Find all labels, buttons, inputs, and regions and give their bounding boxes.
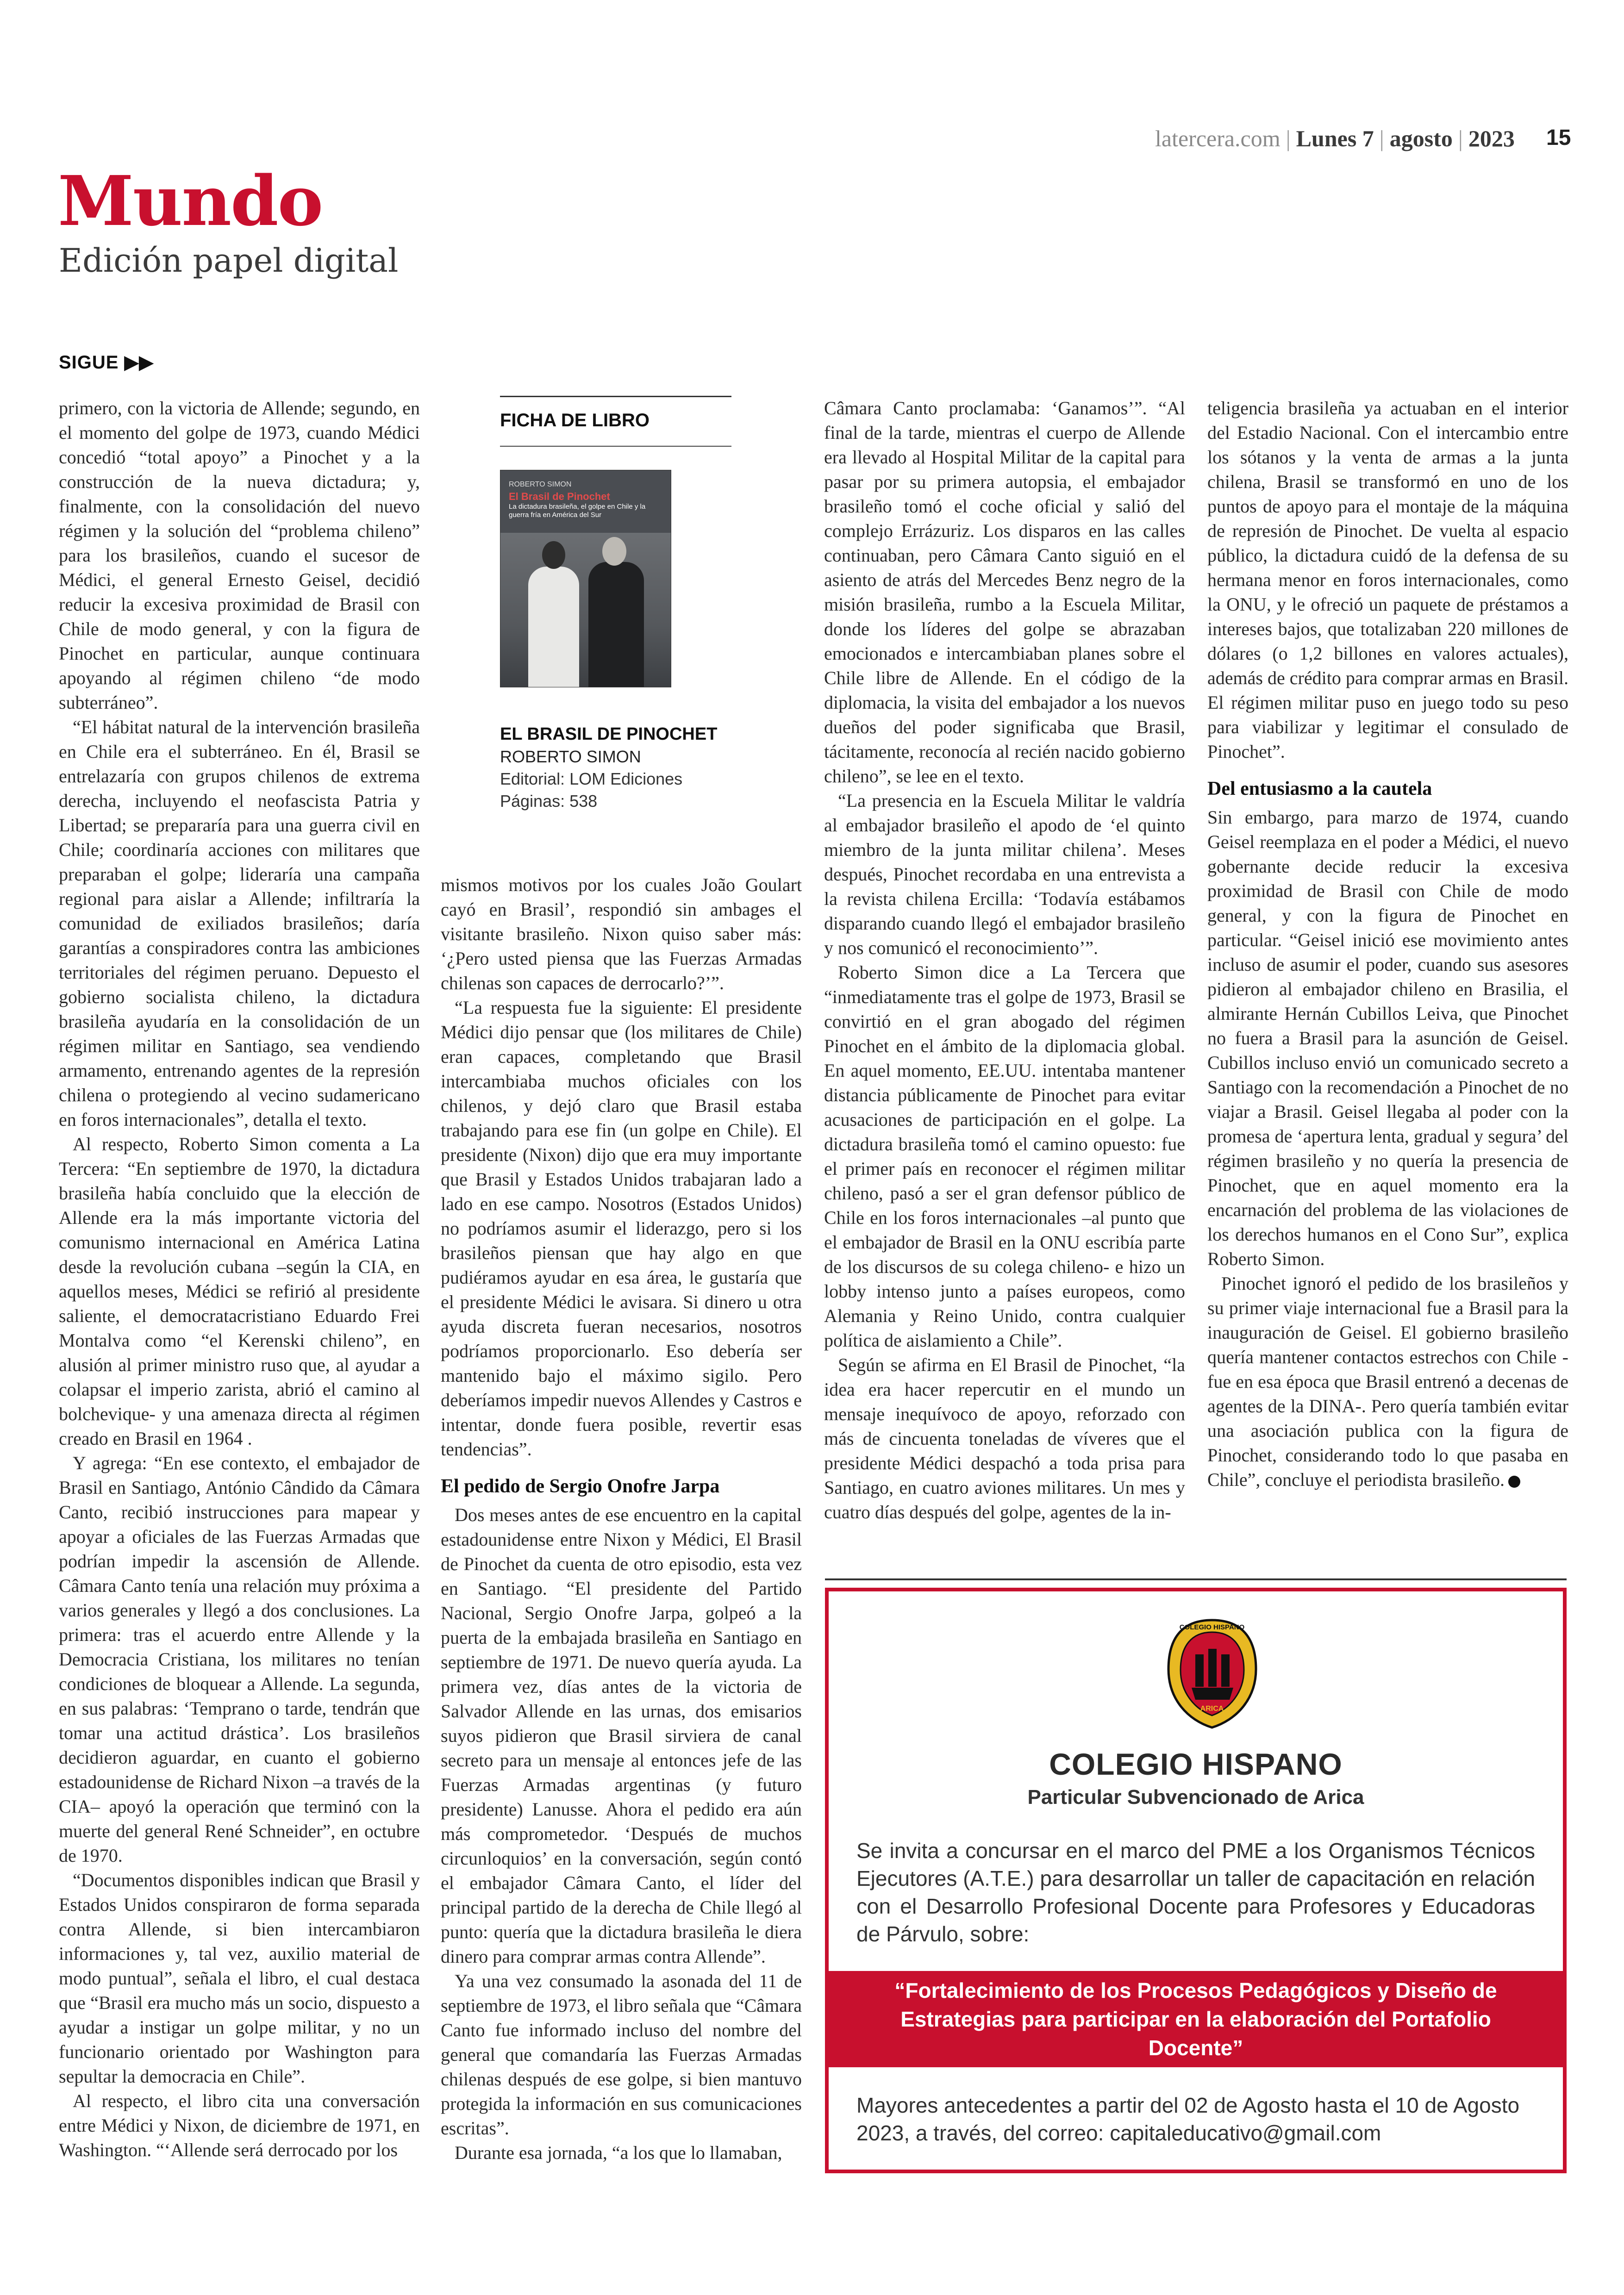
divider: | [1286, 125, 1291, 151]
paragraph-text: Pinochet ignoró el pedido de los brasileños y su primer viaje internacional fue a Brasil para la inauguración de Geisel. El gobierno brasileño quería mantener contactos estrechos con Chile -fue en esa época que Brasil entrenó a decenas de agentes de la DINA-. Pero quería también evitar una asociación publica con la figura de Pinochet, considerando todo lo que pasaba en Chile”, concluye el periodista brasileño. [1207, 1273, 1568, 1490]
cover-title-main: El Brasil de Pinochet [509, 491, 610, 502]
book-title: EL BRASIL DE PINOCHET [500, 724, 718, 744]
paragraph: Ya una vez consumado la asonada del 11 de septiembre de 1973, el libro señala que “Câmara Canto fue informado incluso del nombre del general que comandaría las Fuerzas Armadas chilenas después de ese golpe, si bien mantuvo protegida la información en sus comunicaciones escritas”. [441, 1971, 802, 2139]
continued-label: SIGUE ▶▶ [59, 352, 154, 373]
paragraph: Al respecto, el libro cita una conversación entre Médici y Nixon, de diciembre de 1971, en Washington. “‘Allende será derrocado por los [59, 2090, 420, 2160]
cover-title [509, 479, 662, 519]
paragraph: “La presencia en la Escuela Militar le valdría al embajador brasileño el apodo de ‘el quinto miembro de la junta militar chilena’. Meses después, Pinochet recordaba en una entrevista a la revista chilena Ercilla: ‘Todavía estábamos disparando cuando llegó el embajador brasileño y nos comunicó el reconocimiento’”. [824, 790, 1185, 958]
page-header-dateline [1155, 125, 1515, 152]
paragraph: “La respuesta fue la siguiente: El presidente Médici dijo pensar que (los militares de Chile) eran capaces, completando que Brasil intercambiaba muchos oficiales con los chilenos, y dejó claro que Brasil estaba trabajando para ese fin (un golpe en Chile). El presidente (Nixon) dijo que era muy importante que Brasil y Estados Unidos trabajaran lado a lado en ese campo. Nosotros (Estados Unidos) no podríamos asumir el liderazgo, pero si los brasileños piensan que hay algo en que pudiéramos ayudar en esa área, le gustaría que el presidente Médici le avisara. Si dinero u otra ayuda discreta fueran necesarios, nosotros podríamos proporcionarlo. Eso debería ser mantenido bajo el máximo sigilo. Pero deberíamos impedir nuevos Allendes y Castros e intentar, donde fuera posible, revertir esas tendencias”. [441, 997, 802, 1459]
divider [825, 1578, 1567, 1580]
ad-highlight-text: “Fortalecimiento de los Procesos Pedagógicos y Diseño de Estrategias para participar en la elaboración del Portafolio Docente” [894, 1978, 1497, 2060]
paragraph: teligencia brasileña ya actuaban en el interior del Estadio Nacional. Con el intercambio entre los sótanos y la venta de armas a la junta chilena, Brasil se transformó en uno de los puntos de apoyo para el montaje de la máquina de represión de Pinochet. De vuelta al espacio público, la dictadura cuidó de la defensa de su hermana menor en foros internacionales, como la ONU, y le ofreció un paquete de préstamos a intereses bajos, que totalizaban 220 millones de dólares (o 1,2 billones en valores actuales), además de crédito para comprar armas en Brasil. El régimen militar puso en juego todo su peso para viabilizar y legitimar el consulado de Pinochet”. [1207, 398, 1568, 762]
section-title: Mundo [58, 161, 323, 241]
photo-figure [588, 562, 644, 687]
book-publisher: Editorial: LOM Ediciones [500, 769, 683, 788]
crest-text: ARICA [1200, 1705, 1224, 1713]
article-column-4 [1207, 396, 1568, 1492]
article-column-2 [441, 873, 802, 2165]
book-pages: Páginas: 538 [500, 792, 598, 811]
paragraph: “Documentos disponibles indican que Brasil y Estados Unidos conspiraron de forma separada contra Allende, si bien intercambiaron informaciones y, tal vez, auxilio material de modo puntual”, señala el libro, el cual destaca que “Brasil era mucho más un socio, dispuesto a ayudar a instigar un golpe militar, y no un funcionario orientado por Washington para sepultar la democracia en Chile”. [59, 1870, 420, 2087]
advertisement-colegio-hispano [825, 1588, 1567, 2173]
paragraph: mismos motivos por los cuales João Goulart cayó en Brasil’, respondió sin ambages el visitante brasileño. Nixon quiso saber más: ‘¿Pero usted piensa que las Fuerzas Armadas chilenas son capaces de derrocarlo?’”. [441, 874, 802, 993]
paragraph: Al respecto, Roberto Simon comenta a La Tercera: “En septiembre de 1970, la dictadura brasileña había concluido que la elección de Allende era la más importante victoria del comunismo internacional en América Latina desde la revolución cubana –según la CIA, en aquellos meses, Médici se refirió al presidente saliente, el democratacristiano Eduardo Frei Montalva como “el Kerenski chileno”, en alusión al primer ministro ruso que, al ayudar a colapsar el imperio zarista, abrió el camino al bolchevique- y una amenaza directa al régimen creado en Brasil en 1964 . [59, 1134, 420, 1449]
header-year: 2023 [1468, 125, 1515, 151]
school-crest-icon [1165, 1618, 1260, 1729]
book-card-label: FICHA DE LIBRO [500, 410, 650, 430]
paragraph: Sin embargo, para marzo de 1974, cuando Geisel reemplaza en el poder a Médici, el nuevo gobernante decide reducir la excesiva proximidad de Brasil con Chile de modo general, y con la figura de Pinochet en particular. “Geisel inició ese movimiento antes incluso de asumir el poder, cuando sus asesores pidieron al embajador chileno en Brasilia, el almirante Hernán Cubillos Leiva, que Pinochet no fuera a Brasil para la asunción de Geisel. Cubillos incluso envió un comunicado secreto a Santiago con la recomendación a Pinochet de no viajar a Brasil. Geisel llegaba al poder con la promesa de ‘apertura lenta, gradual y segura’ del régimen brasileño y no quería la presencia de Pinochet, que en aquel momento era la encarnación del problema de las violaciones de los derechos humanos en el Cono Sur”, explica Roberto Simon. [1207, 807, 1568, 1269]
cover-title-sub: La dictadura brasileña, el golpe en Chile y la guerra fría en América del Sur [509, 503, 646, 519]
divider: | [1458, 125, 1463, 151]
divider [500, 446, 731, 447]
paragraph: Câmara Canto proclamaba: ‘Ganamos’”. “Al final de la tarde, mientras el cuerpo de Allende era llevado al Hospital Militar de la capital para pasar por su primera autopsia, el embajador brasileño tomó el coche oficial y salió del complejo Errázuriz. Los disparos en las calles continuaban, pero Câmara Canto siguió en el asiento de atrás del Mercedes Benz negro de la misión brasileña, rumbo a la Escuela Militar, donde los líderes del golpe se abrazaban emocionados e intercambiaban planes sobre el Chile libre de Allende. En el código de la diplomacia, la visita del embajador a los nuevos dueños del poder significaba que Brasil, tácitamente, reconocía al recién nacido gobierno chileno”, se lee en el texto. [824, 398, 1185, 786]
book-author: ROBERTO SIMON [500, 747, 641, 766]
ad-body-text: Se invita a concursar en el marco del PME a los Organismos Técnicos Ejecutores (A.T.E.) para desarrollar un taller de capacitación en relación con el Desarrollo Profesional Docente para Profesores y Educadoras de Párvulo, sobre: [856, 1839, 1535, 1946]
book-cover-image [500, 470, 671, 687]
paragraph: Durante esa jornada, “a los que lo llamaban, [455, 2142, 782, 2163]
article-column-1 [59, 396, 420, 2162]
photo-figure [528, 567, 579, 687]
edition-label: Edición papel digital [59, 242, 399, 280]
site-name: latercera.com [1155, 125, 1280, 151]
book-info-card [500, 396, 731, 811]
paragraph: Según se afirma en El Brasil de Pinochet, “la idea era hacer repercutir en el mundo un mensaje inequívoco de apoyo, reforzado con más de cincuenta toneladas de víveres que el presidente Médici despachó a toda prisa para Santiago, en cuatro aviones militares. Un mes y cuatro días después del golpe, agentes de la in- [824, 1354, 1185, 1522]
ad-school-subtitle: Particular Subvencionado de Arica [1027, 1786, 1364, 1809]
paragraph: Dos meses antes de ese encuentro en la capital estadounidense entre Nixon y Médici, El Brasil de Pinochet da cuenta de otro episodio, esta vez en Santiago. “El presidente del Partido Nacional, Sergio Onofre Jarpa, golpeó a la puerta de la embajada brasileña en Santiago en septiembre de 1971. De nuevo quería ayuda. La primera vez, días antes de la victoria de Salvador Allende en las urnas, dos emisarios suyos pidieron que Brasil sirviera de canal secreto para un mensaje al entonces jefe de las Fuerzas Armadas argentinas (y futuro presidente) Lanusse. Ahora el pedido era aún más comprometedor. ‘Después de muchos circunloquios’ en la conversación, según contó el embajador Câmara Canto, el líder del principal partido de la derecha de Chile llegó al punto: quería que la dictadura brasileña le diera dinero para comprar armas contra Allende”. [441, 1504, 802, 1967]
ad-highlight-band [829, 1971, 1563, 2067]
crest-text: COLEGIO HISPANO [1179, 1623, 1245, 1631]
paragraph: Roberto Simon dice a La Tercera que “inmediatamente tras el golpe de 1973, Brasil se convirtió en el gran abogado del régimen Pinochet en el ámbito de la diplomacia global. En aquel momento, EE.UU. intentaba mantener distancia públicamente de Pinochet para evitar acusaciones de participación en el golpe. La dictadura brasileña tomó el camino opuesto: fue el primer país en reconocer el régimen militar chileno, pasó a ser el gran defensor público de Chile en los foros internacionales –al punto que el embajador de Brasil en la ONU escribía parte de los discursos de su colega chileno- e hizo un lobby intenso junto a países europeos, como Alemania y Reino Unido, contra cualquier política de aislamiento a Chile”. [824, 962, 1185, 1351]
ad-footer-text: Mayores antecedentes a partir del 02 de Agosto hasta el 10 de Agosto 2023, a través, del correo: capitaleducativo@gmail.com [856, 2093, 1520, 2145]
photo-figure-head [602, 537, 626, 566]
cover-photo [500, 533, 671, 687]
article-column-3 [824, 396, 1185, 1524]
paragraph: “El hábitat natural de la intervención brasileña en Chile era el subterráneo. En él, Brasil se entrelazaría con grupos chilenos de extrema derecha, incluyendo el neofascista Patria y Libertad; se prepararía para una guerra civil en Chile; coordinaría acciones con militares que preparaban el golpe; lideraría una campaña regional para aislar a Allende; infiltraría la comunidad de exiliados brasileños; daría garantías a conspiradores contra las ambiciones territoriales del régimen peruano. Depuesto el gobierno socialista chileno, la dictadura brasileña ayudaría en la consolidación de un régimen militar en Santiago, sea vendiendo armamento, entrenando agentes de la represión chilena o protegiendo al vecino sudamericano en foros internacionales”, detalla el texto. [59, 717, 420, 1130]
ad-school-name: COLEGIO HISPANO [1049, 1747, 1343, 1781]
divider [500, 396, 731, 397]
subheading: El pedido de Sergio Onofre Jarpa [441, 1476, 720, 1497]
page-number: 15 [1546, 125, 1571, 150]
header-month: agosto [1389, 125, 1453, 151]
cover-author: ROBERTO SIMON [509, 480, 572, 488]
photo-figure-head [542, 541, 565, 569]
header-day: Lunes 7 [1296, 125, 1374, 151]
end-of-article-icon [1508, 1476, 1520, 1488]
divider: | [1379, 125, 1384, 151]
paragraph: primero, con la victoria de Allende; segundo, en el momento del golpe de 1973, cuando Médici concedió “total apoyo” a Pinochet y a la construcción de la nueva dictadura; y, finalmente, con la consolidación del nuevo régimen y la solución del “problema chileno” para los brasileños, cuando el sucesor de Médici, el general Ernesto Geisel, decidió reducir la excesiva proximidad de Brasil con Chile de modo general, y con la figura de Pinochet en particular, aunque continuara apoyando al régimen chileno “de modo subterráneo”. [59, 398, 420, 713]
paragraph: Y agrega: “En ese contexto, el embajador de Brasil en Santiago, António Cândido da Câmara Canto, recibió instrucciones para mapear y apoyar a oficiales de las Fuerzas Armadas que podrían impedir la ascensión de Allende. Câmara Canto tenía una relación muy próxima a varios generales y llegó a dos conclusiones. La primera: tras el acuerdo entre Allende y la Democracia Cristiana, los militares no tenían condiciones de bloquear a Allende. La segunda, en sus palabras: ‘Temprano o tarde, tendrán que tomar una actitud drástica’. Los brasileños decidieron aguardar, en cuanto el gobierno estadounidense de Richard Nixon –a través de la CIA– apoyó la operación que terminó con la muerte del general René Schneider”, en octubre de 1970. [59, 1453, 420, 1866]
subheading: Del entusiasmo a la cautela [1207, 778, 1432, 799]
paragraph [1207, 1271, 1568, 1492]
